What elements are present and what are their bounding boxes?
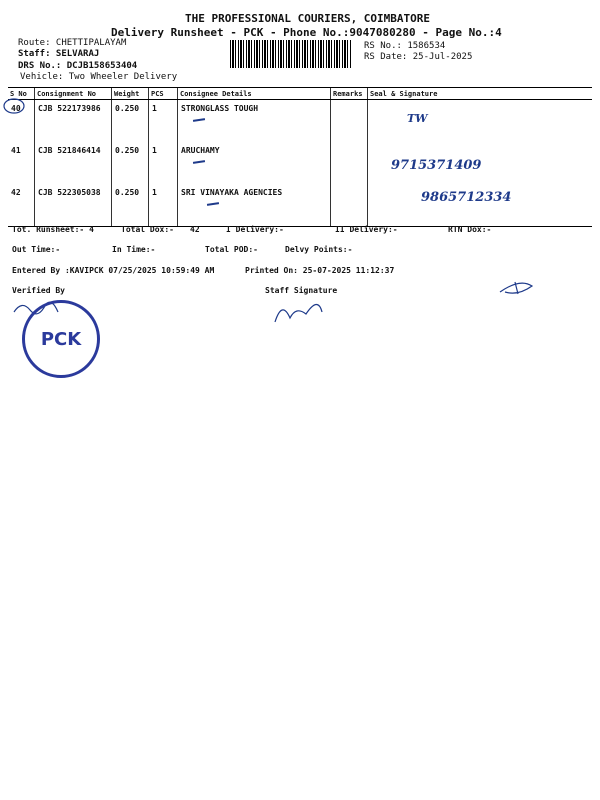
consignee-name: STRONGLASS TOUGH	[181, 104, 259, 113]
out-time: Out Time:-	[12, 245, 61, 254]
handwritten-phone: 9715371409	[391, 158, 482, 173]
row-weight: 0.250	[112, 100, 149, 143]
row-weight: 0.250	[112, 142, 149, 184]
route-label: Route: CHETTIPALAYAM	[18, 38, 127, 48]
row-consignment: CJB 521846414	[35, 142, 112, 184]
row-pcs: 1	[149, 184, 178, 227]
printed-on: Printed On: 25-07-2025 11:12:37	[245, 266, 395, 275]
drs-label: DRS No.: DCJB158653404	[18, 61, 138, 71]
col-consignment: Consignment No	[35, 88, 112, 100]
rtn-dox: RTN Dox:-	[448, 225, 492, 234]
row-weight: 0.250	[112, 184, 149, 227]
row-sno: 40	[11, 104, 21, 113]
in-time: In Time:-	[112, 245, 156, 254]
runsheet-subtitle: Delivery Runsheet - PCK - Phone No.:9047080280 - Page No.:4	[111, 26, 502, 39]
total-pod: Total POD:-	[205, 245, 258, 254]
col-seal-signature: Seal & Signature	[368, 88, 593, 100]
i-delivery: I Delivery:-	[226, 225, 284, 234]
row-pcs: 1	[149, 100, 178, 143]
col-sno: S No	[8, 88, 35, 100]
company-title: THE PROFESSIONAL COURIERS, COIMBATORE	[185, 12, 431, 25]
staff-signature-label: Staff Signature	[265, 286, 338, 295]
rs-no: RS No.: 1586534	[364, 41, 446, 51]
staff-label: Staff: SELVARAJ	[18, 49, 100, 59]
circle-mark-icon	[4, 99, 24, 113]
row-sno: 42	[8, 184, 35, 227]
row-sno: 41	[11, 146, 21, 155]
verified-by-label: Verified By	[12, 286, 65, 295]
total-dox-label: Total Dox:-	[121, 225, 174, 234]
handwritten-phone: 9865712334	[421, 190, 512, 205]
delvy-points: Delvy Points:-	[285, 245, 353, 254]
row-consignment: CJB 522173986	[35, 100, 112, 143]
vehicle-label: Vehicle: Two Wheeler Delivery	[20, 72, 178, 82]
staff-signature-icon	[275, 304, 322, 322]
pck-stamp	[22, 300, 100, 378]
entered-by: Entered By :KAVIPCK 07/25/2025 10:59:49 AM	[12, 266, 215, 275]
consignee-name: SRI VINAYAKA AGENCIES	[181, 188, 283, 197]
col-weight: Weight	[112, 88, 149, 100]
row-consignment: CJB 522305038	[35, 184, 112, 227]
total-dox-value: 42	[190, 225, 200, 234]
stamp-text: PCK	[40, 328, 82, 350]
col-remarks: Remarks	[331, 88, 368, 100]
tot-runsheet: Tot. Runsheet:- 4	[12, 225, 94, 234]
ii-delivery: II Delivery:-	[335, 225, 398, 234]
handwritten-signature: TW	[407, 112, 428, 125]
col-pcs: PCS	[149, 88, 178, 100]
rs-date: RS Date: 25-Jul-2025	[364, 52, 473, 62]
consignee-name: ARUCHAMY	[181, 146, 220, 155]
scribble-mark-icon	[500, 282, 532, 294]
row-pcs: 1	[149, 142, 178, 184]
col-consignee: Consignee Details	[178, 88, 331, 100]
